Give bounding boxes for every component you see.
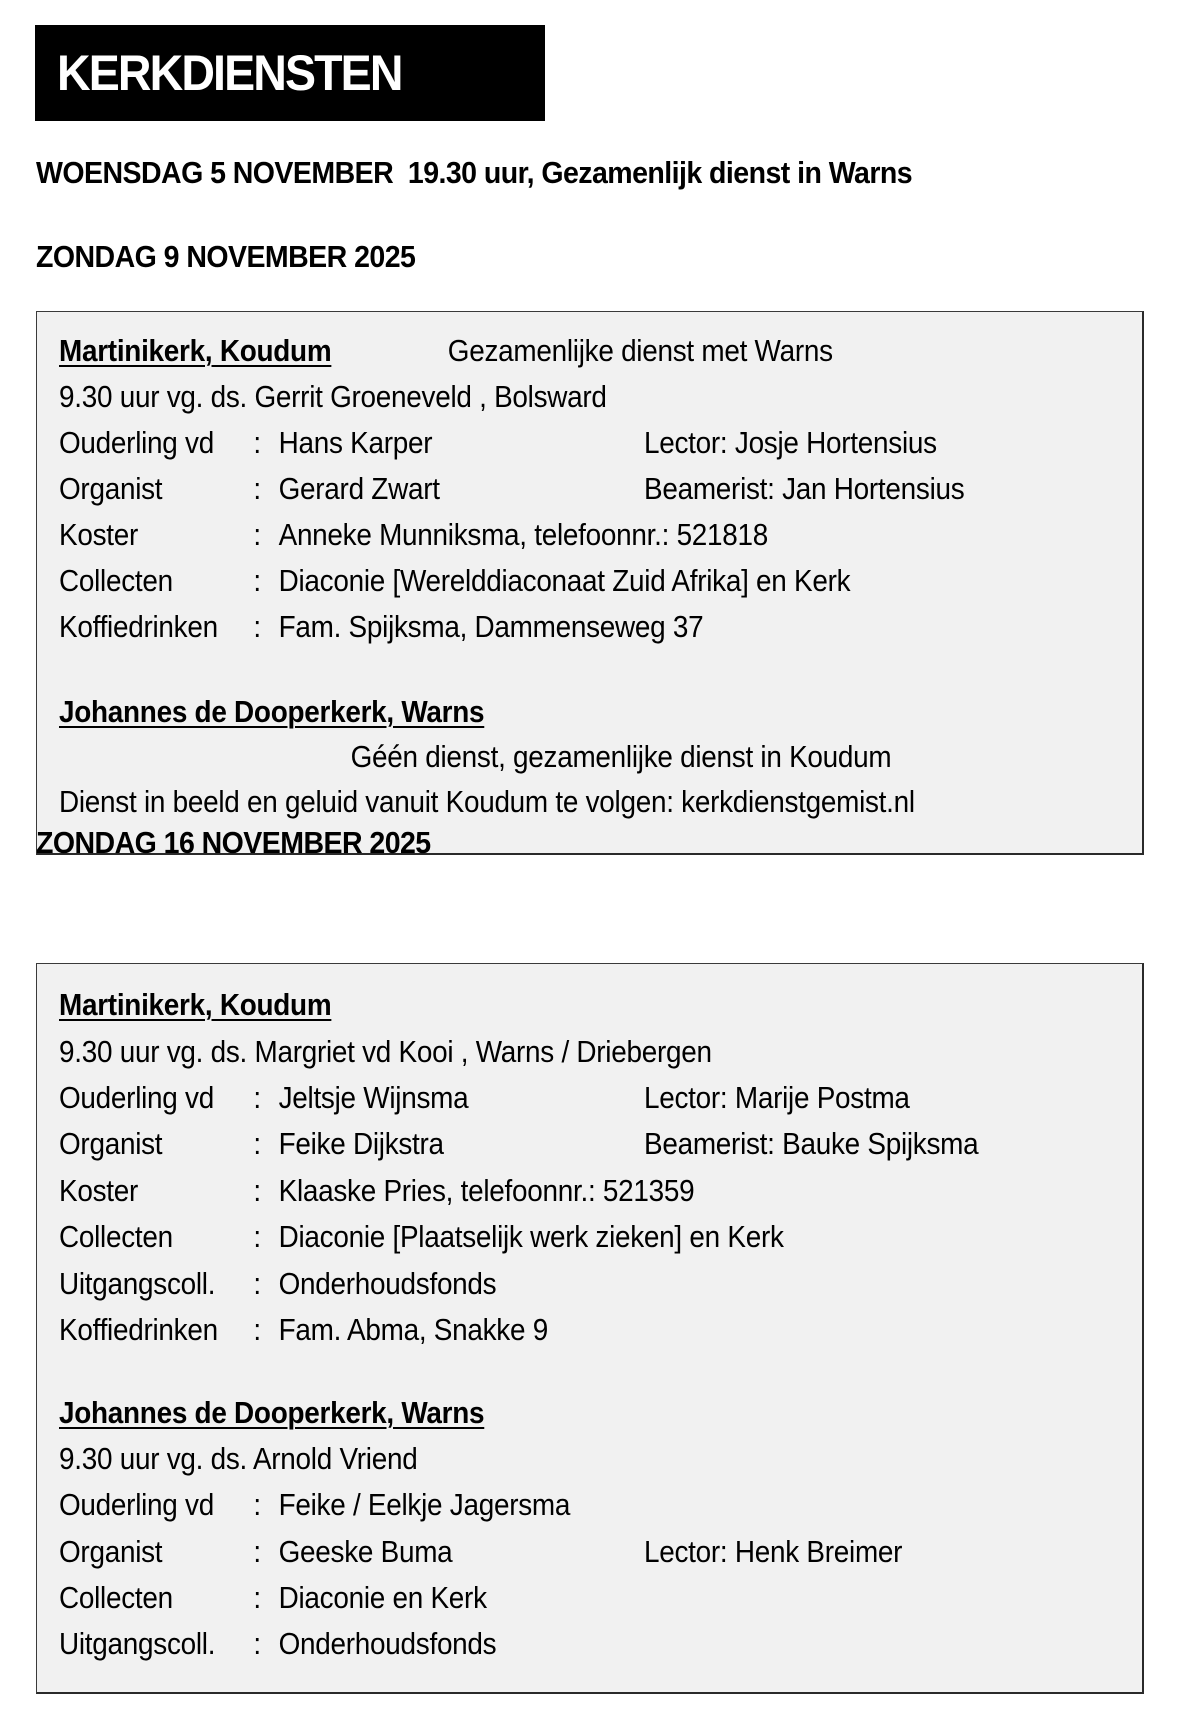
role-row bbox=[59, 1483, 1031, 1527]
role-value: Diaconie [Werelddiaconaat Zuid Afrika] en Kerk bbox=[278, 563, 851, 598]
church-name bbox=[59, 690, 484, 734]
role-label: Koster bbox=[59, 517, 139, 552]
role-colon: : bbox=[253, 471, 261, 506]
role-colon: : bbox=[253, 1080, 261, 1115]
no-service-notice: Géén dienst, gezamenlijke dienst in Koudum bbox=[350, 739, 892, 774]
church-name: Martinikerk, Koudum bbox=[59, 333, 332, 368]
role-extra: Beamerist: Jan Hortensius bbox=[644, 471, 965, 506]
role-label: Koffiedrinken bbox=[59, 1312, 218, 1347]
role-label: Collecten bbox=[59, 1219, 173, 1254]
role-row bbox=[59, 1169, 1031, 1213]
role-label: Collecten bbox=[59, 1580, 173, 1615]
page-title-banner bbox=[35, 25, 545, 121]
church-name bbox=[59, 983, 331, 1027]
role-label: Organist bbox=[59, 471, 163, 506]
role-colon: : bbox=[253, 1580, 261, 1615]
role-value: Anneke Munniksma, telefoonnr.: 521818 bbox=[278, 517, 769, 552]
role-row bbox=[59, 1576, 1031, 1620]
role-value: Hans Karper bbox=[278, 425, 433, 460]
role-row bbox=[59, 1076, 1031, 1120]
time-preacher: 9.30 uur vg. ds. Margriet vd Kooi , Warns / Driebergen bbox=[59, 1034, 712, 1069]
role-colon: : bbox=[253, 1173, 261, 1208]
role-label: Koster bbox=[59, 1173, 139, 1208]
role-value: Fam. Spijksma, Dammenseweg 37 bbox=[278, 609, 704, 644]
role-extra: Beamerist: Bauke Spijksma bbox=[644, 1126, 979, 1161]
role-row bbox=[59, 1622, 1031, 1666]
role-colon: : bbox=[253, 1487, 261, 1522]
role-colon: : bbox=[253, 1219, 261, 1254]
role-colon: : bbox=[253, 563, 261, 598]
role-value: Feike Dijkstra bbox=[278, 1126, 444, 1161]
role-label: Koffiedrinken bbox=[59, 609, 218, 644]
role-value: Jeltsje Wijnsma bbox=[278, 1080, 469, 1115]
role-label: Organist bbox=[59, 1126, 163, 1161]
page-title: KERKDIENSTEN bbox=[57, 45, 402, 101]
time-preacher: 9.30 uur vg. ds. Arnold Vriend bbox=[59, 1441, 418, 1476]
role-colon: : bbox=[253, 1126, 261, 1161]
midweek-service-heading: WOENSDAG 5 NOVEMBER 19.30 uur, Gezamenlijk dienst in Warns bbox=[36, 155, 913, 190]
church-name-text: Johannes de Dooperkerk, Warns bbox=[59, 694, 485, 729]
role-value: Diaconie en Kerk bbox=[278, 1580, 487, 1615]
church-name-text: Martinikerk, Koudum bbox=[59, 987, 332, 1022]
role-value: Diaconie [Plaatselijk werk zieken] en Kerk bbox=[278, 1219, 784, 1254]
stream-info: Dienst in beeld en geluid vanuit Koudum te volgen: kerkdienstgemist.nl bbox=[59, 784, 915, 819]
role-value: Gerard Zwart bbox=[278, 471, 440, 506]
role-row bbox=[59, 421, 1031, 465]
role-colon: : bbox=[253, 1312, 261, 1347]
role-row bbox=[59, 1530, 1031, 1574]
role-row bbox=[59, 605, 1031, 649]
role-label: Organist bbox=[59, 1534, 163, 1569]
role-label: Ouderling vd bbox=[59, 1080, 214, 1115]
role-extra: Lector: Josje Hortensius bbox=[644, 425, 937, 460]
role-colon: : bbox=[253, 1534, 261, 1569]
role-colon: : bbox=[253, 425, 261, 460]
service-box bbox=[36, 311, 1144, 855]
role-value: Onderhoudsfonds bbox=[278, 1266, 497, 1301]
role-label: Uitgangscoll. bbox=[59, 1626, 216, 1661]
service-note: Gezamenlijke dienst met Warns bbox=[447, 333, 833, 368]
role-value: Fam. Abma, Snakke 9 bbox=[278, 1312, 548, 1347]
role-extra: Lector: Marije Postma bbox=[644, 1080, 910, 1115]
service-box bbox=[36, 963, 1144, 1694]
role-label: Ouderling vd bbox=[59, 425, 214, 460]
role-colon: : bbox=[253, 1266, 261, 1301]
role-value: Feike / Eelkje Jagersma bbox=[278, 1487, 571, 1522]
role-extra: Lector: Henk Breimer bbox=[644, 1534, 903, 1569]
role-colon: : bbox=[253, 609, 261, 644]
role-value: Onderhoudsfonds bbox=[278, 1626, 497, 1661]
no-service-row bbox=[59, 735, 1031, 779]
role-row bbox=[59, 1122, 1031, 1166]
role-label: Collecten bbox=[59, 563, 173, 598]
sunday-date-heading: ZONDAG 9 NOVEMBER 2025 bbox=[36, 239, 416, 274]
role-row bbox=[59, 513, 1031, 557]
role-row bbox=[59, 1308, 1031, 1352]
role-row bbox=[59, 559, 1031, 603]
sunday-date-heading: ZONDAG 16 NOVEMBER 2025 bbox=[36, 825, 431, 860]
role-label: Ouderling vd bbox=[59, 1487, 214, 1522]
role-value: Klaaske Pries, telefoonnr.: 521359 bbox=[278, 1173, 695, 1208]
role-label: Uitgangscoll. bbox=[59, 1266, 216, 1301]
church-name-text: Johannes de Dooperkerk, Warns bbox=[59, 1395, 485, 1430]
role-colon: : bbox=[253, 517, 261, 552]
role-value: Geeske Buma bbox=[278, 1534, 453, 1569]
role-row bbox=[59, 1262, 1031, 1306]
role-colon: : bbox=[253, 1626, 261, 1661]
role-row bbox=[59, 467, 1031, 511]
church-name bbox=[59, 1391, 484, 1435]
role-row bbox=[59, 1215, 1031, 1259]
time-preacher: 9.30 uur vg. ds. Gerrit Groeneveld , Bolsward bbox=[59, 379, 607, 414]
